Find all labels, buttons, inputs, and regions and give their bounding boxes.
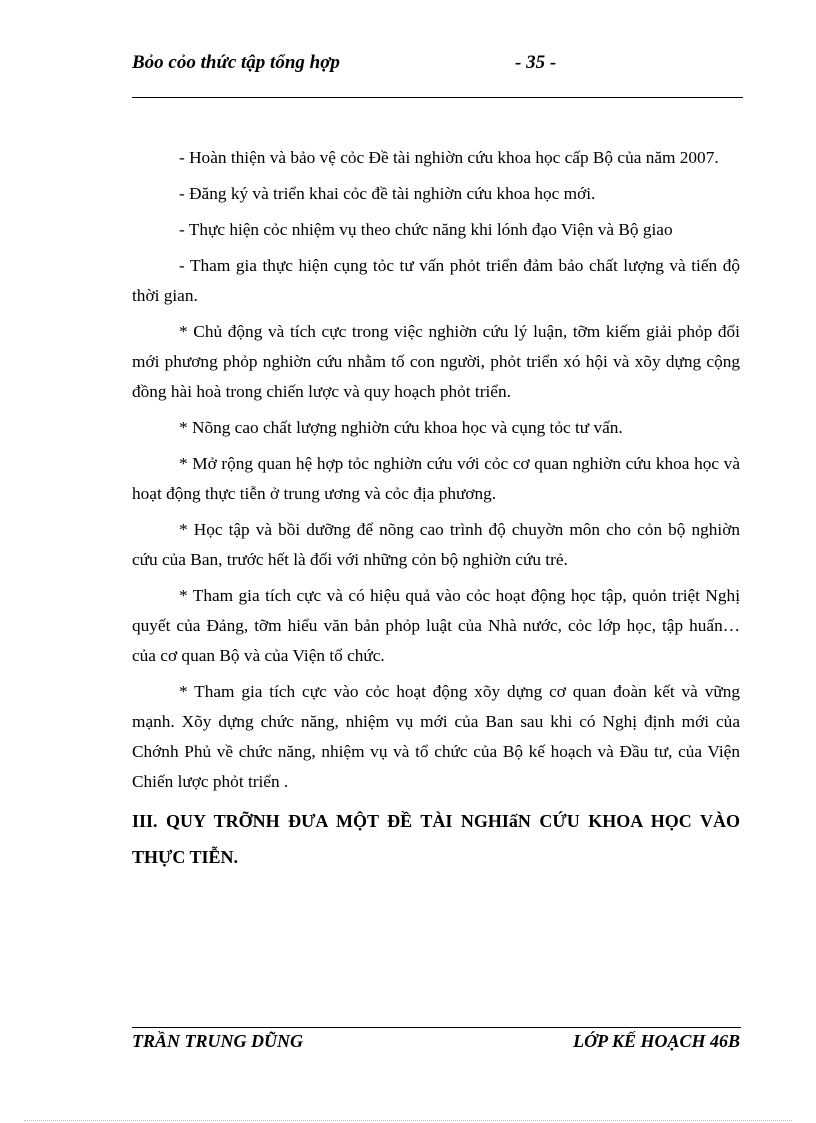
header-divider — [132, 97, 743, 98]
footer-class: LỚP KẾ HOẠCH 46B — [573, 1031, 740, 1051]
body-paragraph: * Học tập và bồi dưỡng để nõng cao trình độ chuyờn môn cho cỏn bộ nghiờn cứu của Ban, trước hết là đối với những cỏn bộ nghiờn cứu trẻ. — [132, 520, 740, 569]
body-paragraph: * Mở rộng quan hệ hợp tỏc nghiờn cứu với cỏc cơ quan nghiờn cứu khoa học và hoạt động thực tiễn ở trung ương và cỏc địa phương. — [132, 454, 740, 503]
footer-author: TRẦN TRUNG DŨNG — [132, 1031, 303, 1051]
footer-divider — [132, 1027, 741, 1028]
body-paragraph: * Tham gia tích cực vào cỏc hoạt động xõy dựng cơ quan đoàn kết và vững mạnh. Xõy dựng chức năng, nhiệm vụ mới của Ban sau khi có Nghị định mới của Chớnh Phủ về chức năng, nhiệm vụ và tổ chức của Bộ kế hoạch và Đầu tư, của Viện Chiến lược phỏt triển . — [132, 682, 740, 791]
page-body — [132, 143, 740, 881]
body-paragraph: - Đăng ký và triển khai cỏc đề tài nghiờn cứu khoa học mới. — [179, 184, 596, 203]
body-paragraph: - Thực hiện cỏc nhiệm vụ theo chức năng khi lónh đạo Viện và Bộ giao — [179, 220, 673, 239]
report-title: Bỏo cỏo thức tập tổng hợp — [132, 52, 340, 73]
body-paragraph: * Tham gia tích cực và có hiệu quả vào cỏc hoạt động học tập, quỏn triệt Nghị quyết của Đảng, tỡm hiểu văn bản phỏp luật của Nhà nước, cỏc lớp học, tập huấn… của cơ quan Bộ và của Viện tổ chức. — [132, 586, 740, 665]
body-paragraph: * Nõng cao chất lượng nghiờn cứu khoa học và cụng tỏc tư vấn. — [179, 418, 623, 437]
page-edge-divider — [24, 1120, 792, 1121]
page-header — [132, 52, 742, 78]
body-paragraph: - Tham gia thực hiện cụng tỏc tư vấn phỏt triển đảm bảo chất lượng và tiến độ thời gian. — [132, 256, 740, 305]
body-paragraph: - Hoàn thiện và bảo vệ cỏc Đề tài nghiờn cứu khoa học cấp Bộ của năm 2007. — [179, 148, 719, 167]
page-footer — [132, 1031, 740, 1055]
page-number: - 35 - — [515, 52, 557, 73]
body-paragraph: * Chủ động và tích cực trong việc nghiờn cứu lý luận, tỡm kiếm giải phỏp đổi mới phương phỏp nghiờn cứu nhằm tố con người, phỏt triển xó hội và xõy dựng cộng đồng hài hoà trong chiến lược và quy hoạch phỏt triển. — [132, 322, 740, 401]
section-heading: III. QUY TRỠNH ĐƯA MỘT ĐỀ TÀI NGHIấN CỨU KHOA HỌC VÀO THỰC TIỄN. — [132, 811, 740, 867]
